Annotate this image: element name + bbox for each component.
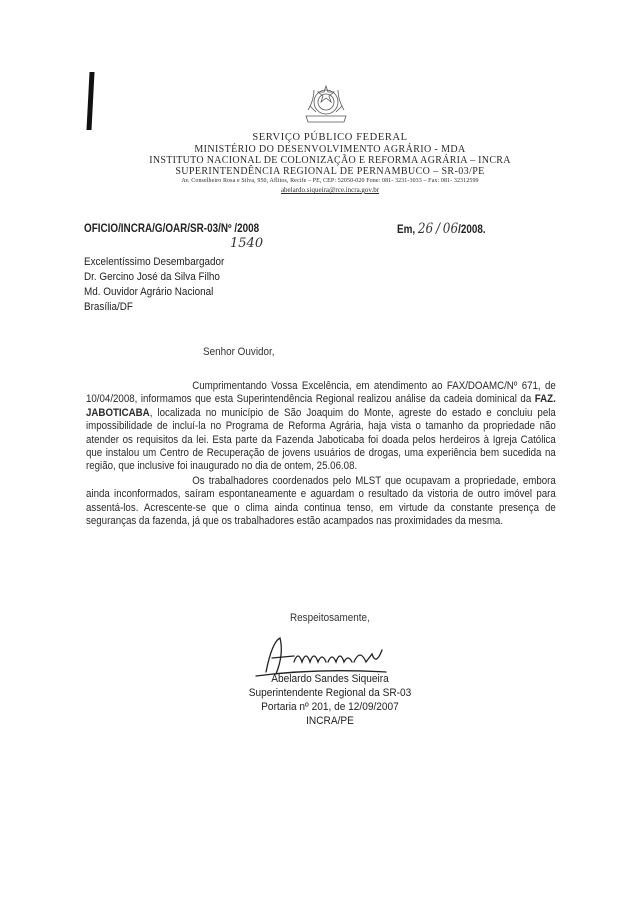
recipient-line: Excelentíssimo Desembargador	[84, 256, 225, 268]
header-address: Av. Conselheiro Rosa e Silva, 950, Aflitos, Recife – PE, CEP: 52050-020 Fone: 081- 3231-3033 – Fax: 081- 32312599	[181, 178, 479, 184]
salutation: Senhor Ouvidor,	[203, 346, 275, 358]
header-line-service: SERVIÇO PÚBLICO FEDERAL	[252, 132, 408, 143]
date-year: /2008.	[458, 224, 486, 236]
letter-date	[397, 221, 486, 237]
closing: Respeitosamente,	[290, 612, 370, 624]
signer-title: Superintendente Regional da SR-03	[248, 687, 412, 699]
date-separator: /	[435, 221, 441, 237]
recipient-line: Md. Ouvidor Agrário Nacional	[84, 286, 214, 298]
recipient-line: Dr. Gercino José da Silva Filho	[84, 271, 220, 283]
body-text: Cumprimentando Vossa Excelência, em atendimento ao FAX/DOAMC/Nº 671, de 10/04/2008, informamos que esta Superintendência Regional realizou análise da cadeia dominical da	[86, 380, 556, 406]
date-month: 06	[442, 221, 459, 237]
scan-edge-mark	[86, 72, 94, 130]
body-paragraph	[86, 380, 556, 474]
coat-of-arms-icon	[300, 80, 352, 130]
header-email: abelardo.siqueira@rce.incra.gov.br	[280, 186, 380, 194]
header-line-superintendency: SUPERINTENDÊNCIA REGIONAL DE PERNAMBUCO – SR-03/PE	[175, 166, 485, 177]
signature-block	[240, 672, 420, 728]
signer-portaria: Portaria nº 201, de 12/09/2007	[261, 701, 399, 713]
signer-name: Abelardo Sandes Siqueira	[271, 673, 389, 685]
letter-body	[86, 380, 556, 528]
header-line-institute: INSTITUTO NACIONAL DE COLONIZAÇÃO E REFORMA AGRÁRIA – INCRA	[149, 155, 511, 166]
handwritten-letter-number: 1540	[230, 236, 264, 251]
date-day: 26	[417, 221, 434, 237]
header-line-ministry: MINISTÉRIO DO DESENVOLVIMENTO AGRÁRIO - MDA	[194, 144, 466, 155]
body-paragraph: Os trabalhadores coordenados pelo MLST que ocupavam a propriedade, embora ainda inconformados, saíram espontaneamente e aguardam o resultado da vistoria de outro imóvel para assentá-los. Acrescente-se que o clima ainda continua tenso, em virtude da constante presença de seguranças da fazenda, já que os trabalhadores estão acampados nas proximidades da mesma.	[86, 474, 556, 528]
date-prefix: Em,	[397, 224, 416, 236]
recipient-line: Brasília/DF	[84, 301, 133, 313]
recipient-address	[84, 255, 224, 315]
signer-unit: INCRA/PE	[306, 715, 354, 727]
letterhead	[100, 132, 560, 195]
body-text: , localizada no município de São Joaquim do Monte, agreste do estado e concluiu pela impossibilidade de incluí-la no Programa de Reforma Agrária, haja vista o tamanho da propriedade não atender os requisitos da lei. Esta parte da Fazenda Jaboticaba foi doada pelos herdeiros à Igreja Católica que instalou um Centro de Recuperação de jovens usuários de drogas, uma experiência bem sucedida na região, que inclusive foi inaugurado no dia de ontem, 25.06.08.	[86, 406, 556, 473]
farm-name: FAZ. JABOTICABA	[86, 393, 556, 419]
letter-reference: OFICIO/INCRA/G/OAR/SR-03/Nº /2008	[84, 223, 260, 235]
